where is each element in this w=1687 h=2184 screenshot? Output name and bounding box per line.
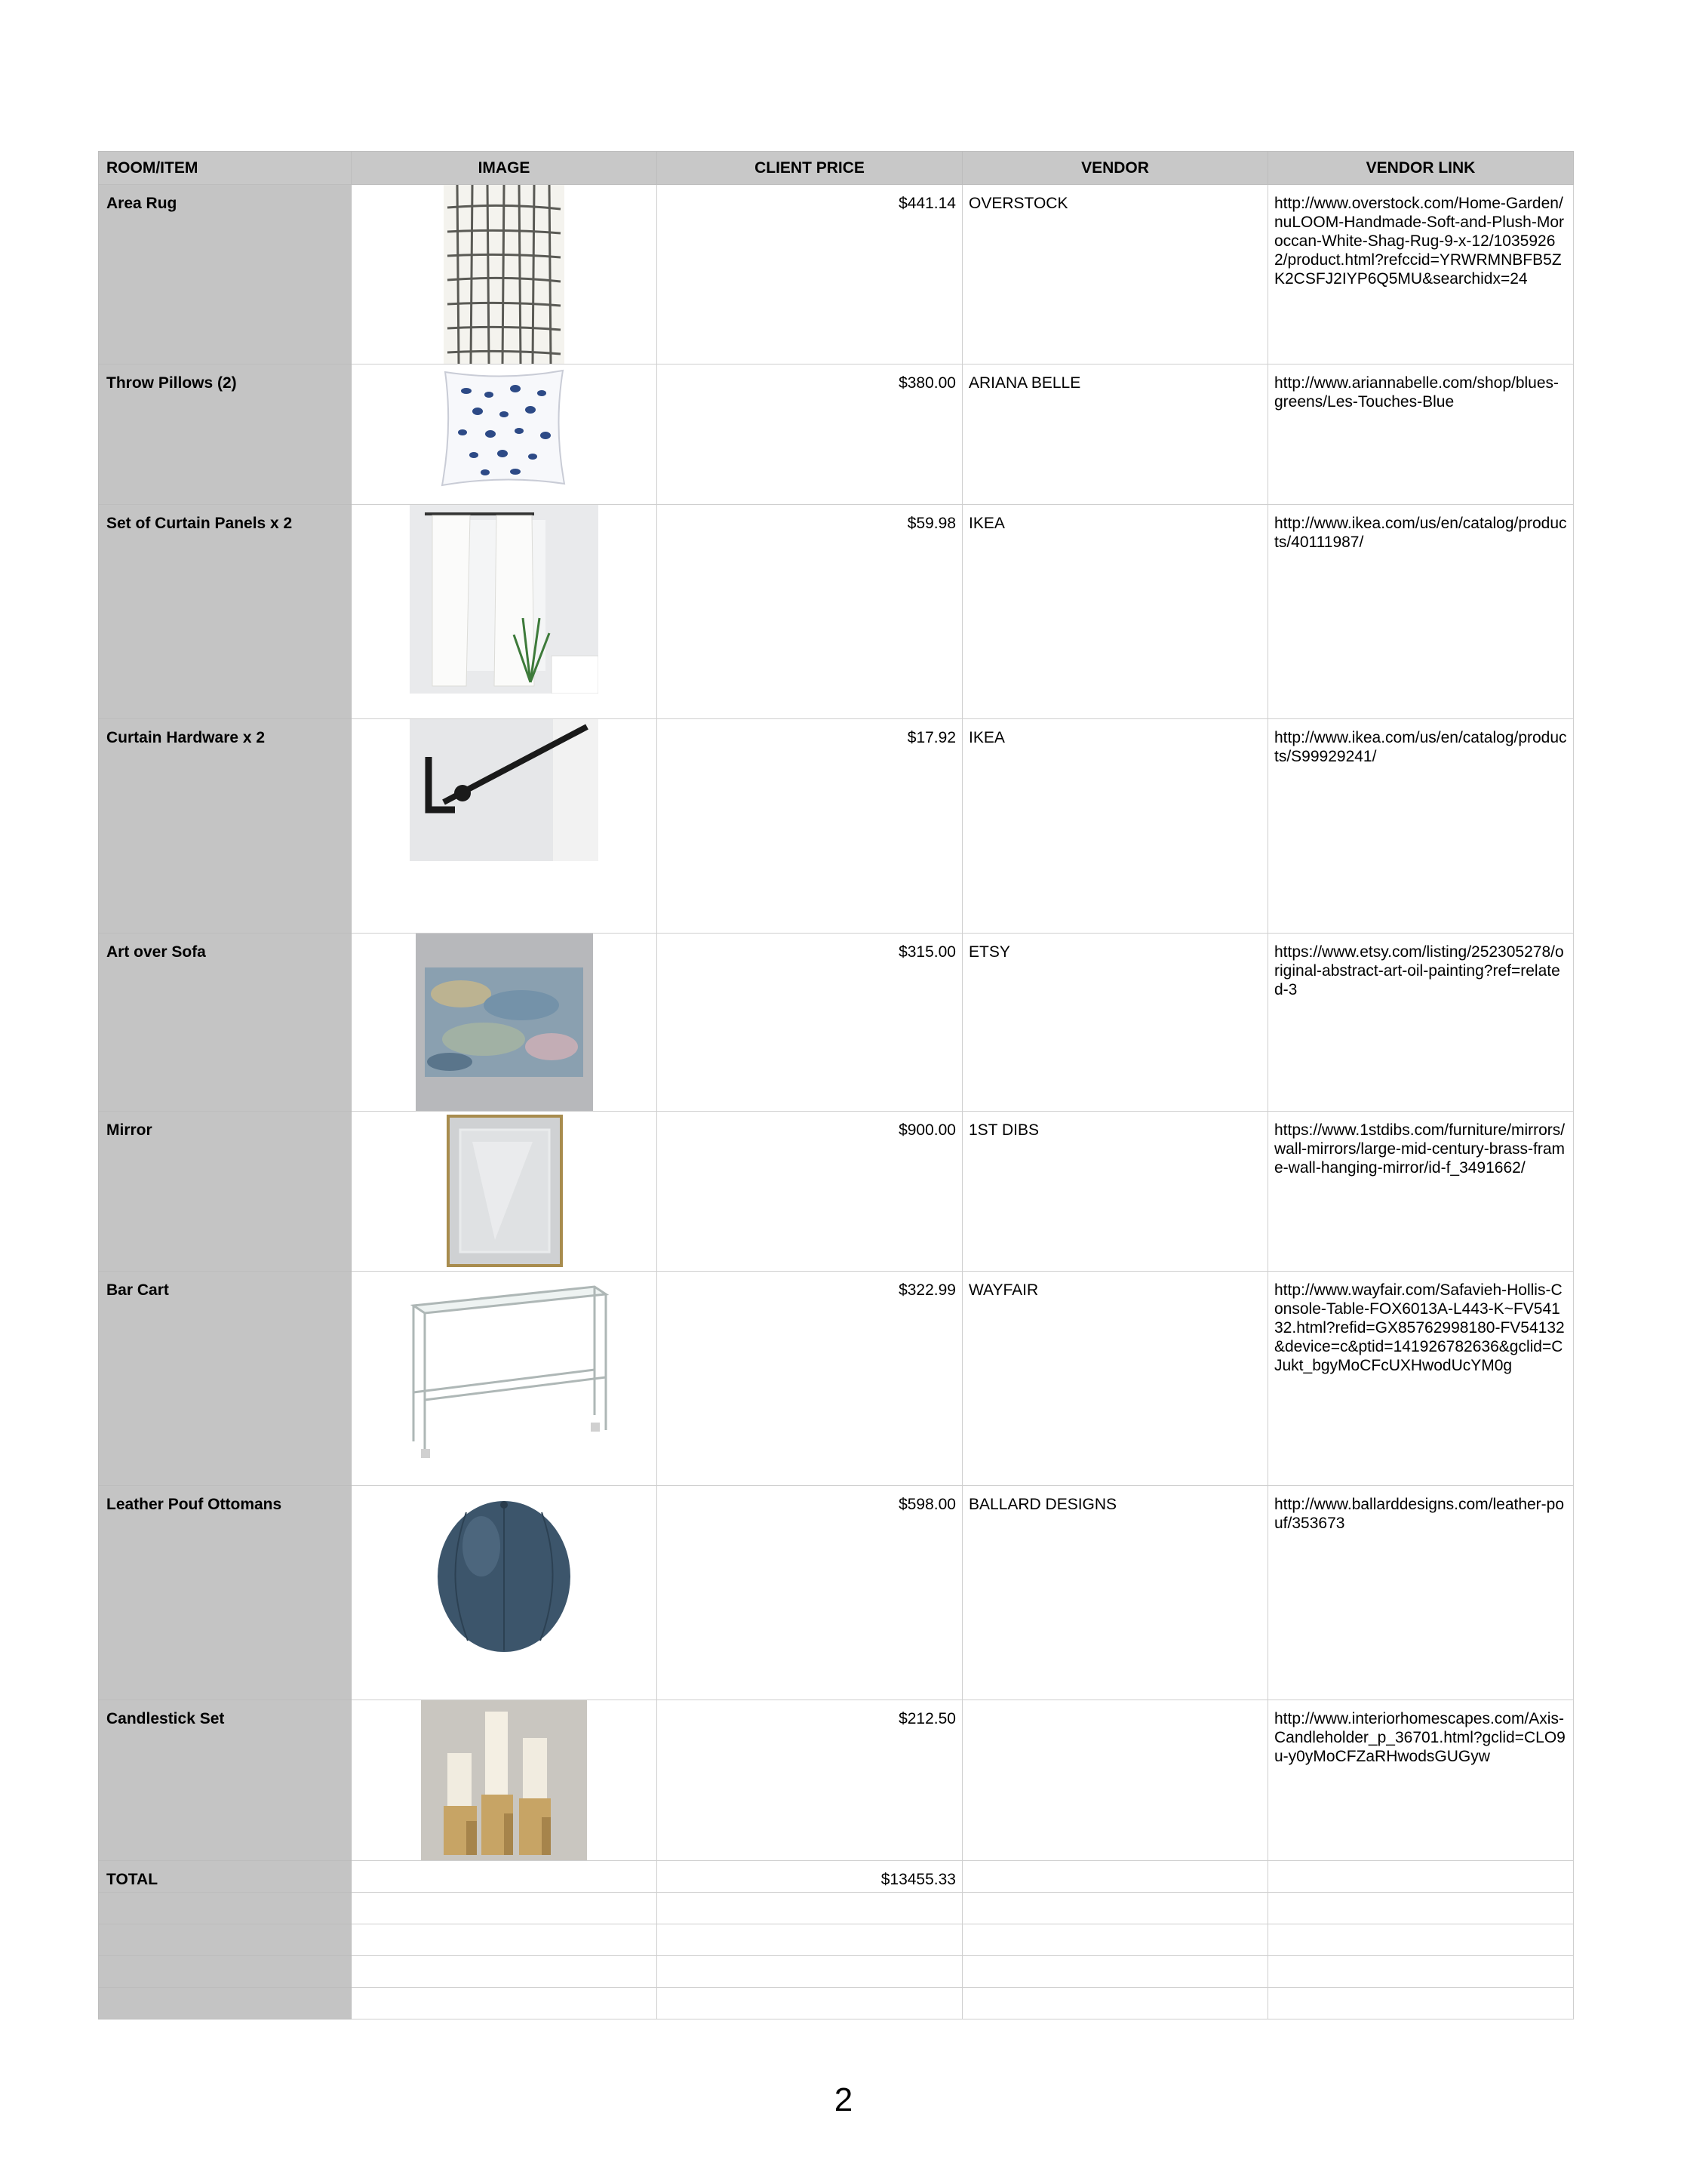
header-link: VENDOR LINK [1268, 152, 1574, 185]
image-cell [352, 185, 657, 365]
header-item: ROOM/ITEM [99, 152, 352, 185]
vendor-link[interactable]: https://www.etsy.com/listing/252305278/original-abstract-art-oil-painting?ref=related-3 [1268, 934, 1574, 1112]
total-label: TOTAL [99, 1861, 352, 1893]
empty-row [99, 1988, 1574, 2019]
empty-cell [657, 1924, 963, 1956]
vendor-name: WAYFAIR [963, 1272, 1268, 1486]
empty-cell [352, 1988, 657, 2019]
vendor-link[interactable]: http://www.overstock.com/Home-Garden/nuLOOM-Handmade-Soft-and-Plush-Moroccan-White-Shag-Rug-9-x-12/10359262/product.html?refccid=YRWRMNBFB5ZK2CSFJ2IYP6Q5MU&searchidx=24 [1268, 185, 1574, 365]
empty-cell [963, 1988, 1268, 2019]
vendor-link[interactable]: http://www.ballarddesigns.com/leather-pouf/353673 [1268, 1486, 1574, 1700]
curtain-image [410, 505, 598, 694]
vendor-name: IKEA [963, 719, 1268, 934]
vendor-link[interactable]: http://www.ikea.com/us/en/catalog/products/40111987/ [1268, 505, 1574, 719]
client-price: $17.92 [657, 719, 963, 934]
table-row [99, 934, 1574, 1112]
page-number: 2 [834, 2081, 853, 2118]
table-row [99, 1272, 1574, 1486]
empty-cell [963, 1924, 1268, 1956]
item-name: Art over Sofa [99, 934, 352, 1112]
vendor-name: OVERSTOCK [963, 185, 1268, 365]
table-row [99, 1112, 1574, 1272]
table-row [99, 365, 1574, 505]
header-price: CLIENT PRICE [657, 152, 963, 185]
item-name: Mirror [99, 1112, 352, 1272]
client-price: $212.50 [657, 1700, 963, 1861]
empty-cell [1268, 1956, 1574, 1988]
candlestick-image [421, 1700, 587, 1860]
curtain-hardware-image [410, 719, 598, 861]
empty-row [99, 1956, 1574, 1988]
header-vendor: VENDOR [963, 152, 1268, 185]
vendor-link[interactable]: http://www.interiorhomescapes.com/Axis-Candleholder_p_36701.html?gclid=CLO9u-y0yMoCFZaRHwodsGUGyw [1268, 1700, 1574, 1861]
image-cell [352, 505, 657, 719]
empty-cell [1268, 1893, 1574, 1924]
total-row [99, 1861, 1574, 1893]
header-image: IMAGE [352, 152, 657, 185]
empty-cell [657, 1893, 963, 1924]
vendor-name: 1ST DIBS [963, 1112, 1268, 1272]
empty-row [99, 1893, 1574, 1924]
pouf-image [429, 1486, 579, 1660]
vendor-link[interactable]: http://www.ariannabelle.com/shop/blues-greens/Les-Touches-Blue [1268, 365, 1574, 505]
image-cell [352, 1700, 657, 1861]
empty-cell [963, 1861, 1268, 1893]
item-name: Leather Pouf Ottomans [99, 1486, 352, 1700]
empty-cell [99, 1893, 352, 1924]
item-name: Area Rug [99, 185, 352, 365]
empty-cell [1268, 1861, 1574, 1893]
vendor-name: BALLARD DESIGNS [963, 1486, 1268, 1700]
empty-cell [99, 1988, 352, 2019]
vendor-link[interactable]: http://www.ikea.com/us/en/catalog/products/S99929241/ [1268, 719, 1574, 934]
client-price: $322.99 [657, 1272, 963, 1486]
empty-cell [99, 1924, 352, 1956]
empty-cell [963, 1956, 1268, 1988]
table-row [99, 1700, 1574, 1861]
empty-cell [352, 1956, 657, 1988]
item-name: Bar Cart [99, 1272, 352, 1486]
table-row [99, 1486, 1574, 1700]
image-cell [352, 719, 657, 934]
image-cell [352, 934, 657, 1112]
vendor-name [963, 1700, 1268, 1861]
client-price: $441.14 [657, 185, 963, 365]
vendor-name: IKEA [963, 505, 1268, 719]
items-table [98, 151, 1574, 2019]
mirror-image [442, 1112, 567, 1270]
vendor-name: ETSY [963, 934, 1268, 1112]
empty-cell [657, 1988, 963, 2019]
client-price: $900.00 [657, 1112, 963, 1272]
empty-cell [1268, 1988, 1574, 2019]
empty-cell [352, 1893, 657, 1924]
client-price: $59.98 [657, 505, 963, 719]
table-row [99, 719, 1574, 934]
empty-cell [657, 1956, 963, 1988]
empty-row [99, 1924, 1574, 1956]
table-row [99, 185, 1574, 365]
client-price: $315.00 [657, 934, 963, 1112]
header-row [99, 152, 1574, 185]
item-name: Candlestick Set [99, 1700, 352, 1861]
vendor-link[interactable]: https://www.1stdibs.com/furniture/mirrors/wall-mirrors/large-mid-century-brass-frame-wall-hanging-mirror/id-f_3491662/ [1268, 1112, 1574, 1272]
empty-cell [963, 1893, 1268, 1924]
empty-cell [99, 1956, 352, 1988]
total-price: $13455.33 [657, 1861, 963, 1893]
client-price: $598.00 [657, 1486, 963, 1700]
empty-cell [1268, 1924, 1574, 1956]
image-cell [352, 365, 657, 505]
table-row [99, 505, 1574, 719]
art-image [416, 934, 593, 1111]
pillow-image [436, 365, 572, 489]
client-price: $380.00 [657, 365, 963, 505]
rug-image [444, 185, 564, 364]
item-name: Throw Pillows (2) [99, 365, 352, 505]
image-cell [352, 1112, 657, 1272]
item-name: Set of Curtain Panels x 2 [99, 505, 352, 719]
vendor-link[interactable]: http://www.wayfair.com/Safavieh-Hollis-Console-Table-FOX6013A-L443-K~FV54132.html?refid=GX85762998180-FV54132&device=c&ptid=141926782636&gclid=CJukt_bgyMoCFcUXHwodUcYM0g [1268, 1272, 1574, 1486]
item-name: Curtain Hardware x 2 [99, 719, 352, 934]
empty-cell [352, 1861, 657, 1893]
image-cell [352, 1272, 657, 1486]
image-cell [352, 1486, 657, 1700]
vendor-name: ARIANA BELLE [963, 365, 1268, 505]
bar-cart-image [391, 1272, 617, 1468]
empty-cell [352, 1924, 657, 1956]
